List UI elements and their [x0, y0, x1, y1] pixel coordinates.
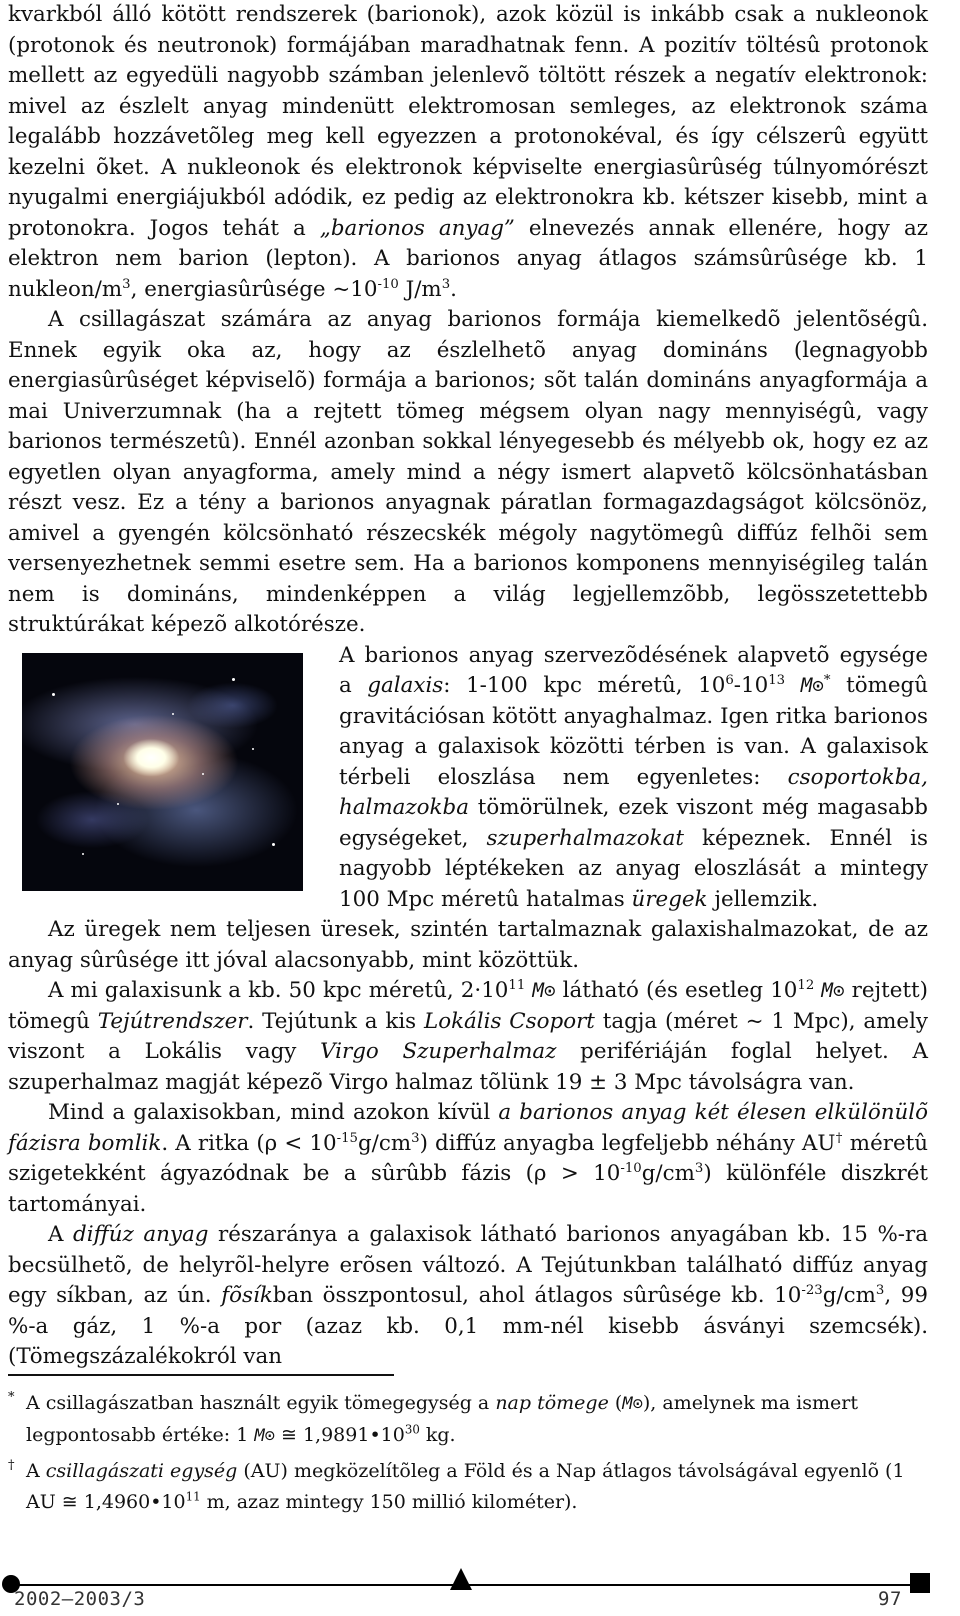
solar-mass-symbol: M⊙	[821, 979, 845, 1002]
footnote-astronomical-unit	[8, 1456, 928, 1518]
exponent: -15	[336, 1130, 358, 1146]
exponent: -23	[801, 1282, 823, 1298]
text: ban összpontosul, ahol átlagos sûrûsége kb. 10	[272, 1283, 802, 1308]
text: A barionos anyag szervezõdésének alapvetõ egysége a	[339, 642, 928, 698]
term-csoportokba: csoportokba, halmazokba	[339, 764, 928, 820]
issue-label: 2002–2003/3	[14, 1588, 146, 1610]
footnote-divider	[8, 1374, 394, 1376]
paragraph-baryonic-matter	[8, 0, 928, 305]
exponent: -10	[620, 1160, 642, 1176]
text: (AU) megközelítõleg a Föld és a Nap átlagos távolságával egyenlõ (1 AU ≅ 1,4960•10	[26, 1460, 905, 1513]
footer-square-icon	[910, 1573, 930, 1593]
text: .	[450, 276, 457, 302]
solar-mass-symbol: M⊙	[532, 979, 556, 1002]
text: : 1-100 kpc méretû, 10	[443, 673, 726, 698]
text: , 99 %-a gáz, 1 %-a por (azaz kb. 0,1 mm-nél kisebb ásványi szemcsék). (Tömegszázalékokról van	[8, 1283, 929, 1369]
text: ) különféle diszkrét tartományai.	[8, 1161, 928, 1217]
text: g/cm	[357, 1130, 412, 1156]
term-lokalis-csoport: Lokális Csoport	[423, 1008, 595, 1034]
text: tömörülnek, ezek viszont még magasabb egységeket,	[339, 795, 928, 851]
text: Mind a galaxisokban, mind azokon kívül	[48, 1100, 499, 1125]
footer-triangle-icon	[450, 1568, 472, 1590]
paragraph-importance: A csillagászat számára az anyag barionos formája kiemelkedõ jelentõségû. Ennek egyik oka az, hogy az észlelhetõ anyag domináns (legnagyobb energiasûrûséget képviselõ) formája a barionos; sõt talán domináns anyagformája a mai Univerzumnak (ha a rejtett tömeg mégsem olyan nagy mennyiségû, vagy barionos természetû). Ennél azonban sokkal lényegesebb és mélyebb ok, hogy ez az egyetlen olyan anyagforma, amely mind a négy ismert alapvetõ kölcsönhatásban részt vesz. Ez a tény a barionos anyagnak páratlan formagazdagságot kölcsönöz, amivel a gyengén kölcsönható részecskék mégoly nagytömegû diffúz felhõi sem versenyezhetnek semmi esetre sem. Ha a barionos komponens mennyiségileg talán nem is domináns, mindenképpen a világ legjellemzõbb, legösszetettebb struktúrákat képezõ alkotórésze.	[8, 307, 928, 637]
exponent: 11	[185, 1489, 201, 1504]
term-virgo-szuperhalmaz: Virgo Szuperhalmaz	[320, 1039, 557, 1064]
text: kvarkból álló kötött rendszerek (barionok), azok közül is inkább csak a nukleonok (protonok és neutronok) formájában maradhatnak fenn. A pozitív töltésû protonok mellett az egyedüli nagyobb számban jelenlevõ töltött részek a negatív elektronok: mivel az észlelt anyag mindenütt elektromosan semleges, az elektronok száma legalább hozzávetõleg meg kell egyezzen a protonokéval, és így célszerû együtt kezelni õket. A nukleonok és elektronok képviselte energiasûrûség túlnyomórészt nyugalmi energiájukból adódik, ez pedig az elektronokra kb. kétszer kisebb, mint a protonokra. Jogos tehát a	[8, 2, 928, 241]
exponent: 3	[441, 276, 451, 292]
footnotes	[8, 1388, 928, 1518]
text: jellemzik.	[707, 886, 819, 912]
exponent: 3	[694, 1160, 704, 1176]
exponent: 13	[768, 672, 786, 688]
term-galaxis: galaxis	[367, 673, 444, 698]
text: , energiasûrûsége ~10	[130, 276, 378, 302]
text: J/m	[398, 276, 442, 302]
text: méretû szigetekként ágyazódnak be a sûrûbb fázis (ρ > 10	[8, 1130, 928, 1186]
text: (	[608, 1392, 623, 1414]
page-number: 97	[878, 1588, 902, 1610]
text: A	[48, 1222, 74, 1247]
exponent: 6	[725, 672, 734, 688]
text: képeznek. Ennél is nagyobb léptékeken az anyag eloszlását a mintegy 100 Mpc méretû hatalmas	[339, 825, 928, 912]
paragraph-two-phases	[8, 1098, 928, 1220]
solar-mass-symbol: M⊙	[622, 1394, 643, 1414]
exponent: 3	[875, 1282, 885, 1298]
text: ≅ 1,9891•10	[274, 1424, 405, 1446]
paragraph-milky-way	[8, 976, 928, 1098]
footnote-ref-star[interactable]: *	[823, 672, 831, 688]
term-tejutrendszer: Tejútrendszer	[97, 1008, 248, 1034]
term-uregek: üregek	[631, 886, 708, 912]
term-diffuz-anyag: diffúz anyag	[73, 1222, 209, 1247]
term-barionos-anyag: „barionos anyag”	[319, 215, 515, 241]
exponent: 11	[508, 977, 526, 993]
text: tömegû gravitációsan kötött anyaghalmaz. Igen ritka barionos anyag a galaxisok közötti térben is van. A galaxisok térbeli eloszlása nem egyenletes:	[339, 673, 928, 790]
exponent: -10	[377, 276, 399, 292]
text: . A ritka (ρ < 10	[161, 1130, 337, 1156]
text: részaránya a galaxisok látható barionos anyagában kb. 15 %-ra becsülhetõ, de helyrõl-helyre erõsen változó. A Tejútunkban található diffúz anyag egy síkban, az ún.	[8, 1222, 928, 1308]
text: m, azaz mintegy 150 millió kilométer).	[200, 1491, 578, 1513]
text: kg.	[419, 1424, 456, 1446]
emphasis-two-phases: a barionos anyag két élesen elkülönülõ fázisra bomlik	[8, 1100, 928, 1156]
text: elnevezés annak ellenére, hogy az elektron nem barion (lepton). A barionos anyag átlagos számsûrûsége kb. 1 nukleon/m	[8, 215, 928, 302]
text: A mi galaxisunk a kb. 50 kpc méretû, 2·10	[48, 978, 509, 1003]
text: ) diffúz anyagba legfeljebb néhány AU	[419, 1130, 836, 1156]
page-footer	[0, 1584, 960, 1616]
footnote-marker: *	[8, 1390, 15, 1405]
text: tagja (méret ~ 1 Mpc), amely viszont a Lokális vagy	[8, 1008, 929, 1064]
footnote-solar-mass	[8, 1388, 928, 1452]
text: g/cm	[822, 1283, 876, 1308]
term-csillagaszati-egyseg: csillagászati egység	[45, 1460, 238, 1482]
paragraph-diffuse-matter	[8, 1220, 928, 1373]
exponent: 30	[404, 1422, 420, 1437]
text: rejtett) tömegû	[8, 978, 928, 1034]
galaxy-photo	[22, 653, 303, 891]
text: A	[26, 1460, 46, 1482]
exponent: 3	[411, 1130, 420, 1146]
solar-mass-symbol: M⊙	[254, 1426, 275, 1446]
text: g/cm	[641, 1161, 695, 1186]
solar-mass-symbol: M⊙	[800, 674, 824, 697]
text: ), amelynek ma ismert legpontosabb értéke: 1	[26, 1392, 858, 1446]
text: . Tejútunk a kis	[247, 1008, 424, 1034]
text: A csillagászatban használt egyik tömegegység a	[26, 1392, 496, 1414]
term-nap-tomege: nap tömege	[495, 1392, 609, 1414]
paragraph-voids: Az üregek nem teljesen üresek, szintén tartalmaznak galaxishalmazokat, de az anyag sûrûsége itt jóval alacsonyabb, mint közöttük.	[8, 917, 928, 973]
exponent: 3	[122, 276, 131, 292]
text: -10	[733, 673, 769, 698]
footnote-marker: †	[8, 1458, 15, 1473]
exponent: 12	[797, 977, 815, 993]
term-fosik: fõsík	[221, 1283, 273, 1308]
footnote-ref-dagger[interactable]: †	[835, 1130, 843, 1146]
text: látható (és esetleg 10	[555, 978, 798, 1003]
term-szuperhalmazokat: szuperhalmazokat	[486, 825, 684, 851]
text: perifériáján foglal helyet. A szuperhalmaz magját képezõ Virgo halmaz tõlünk 19 ± 3 Mpc távolságra van.	[8, 1039, 929, 1095]
article-page	[8, 0, 928, 1616]
